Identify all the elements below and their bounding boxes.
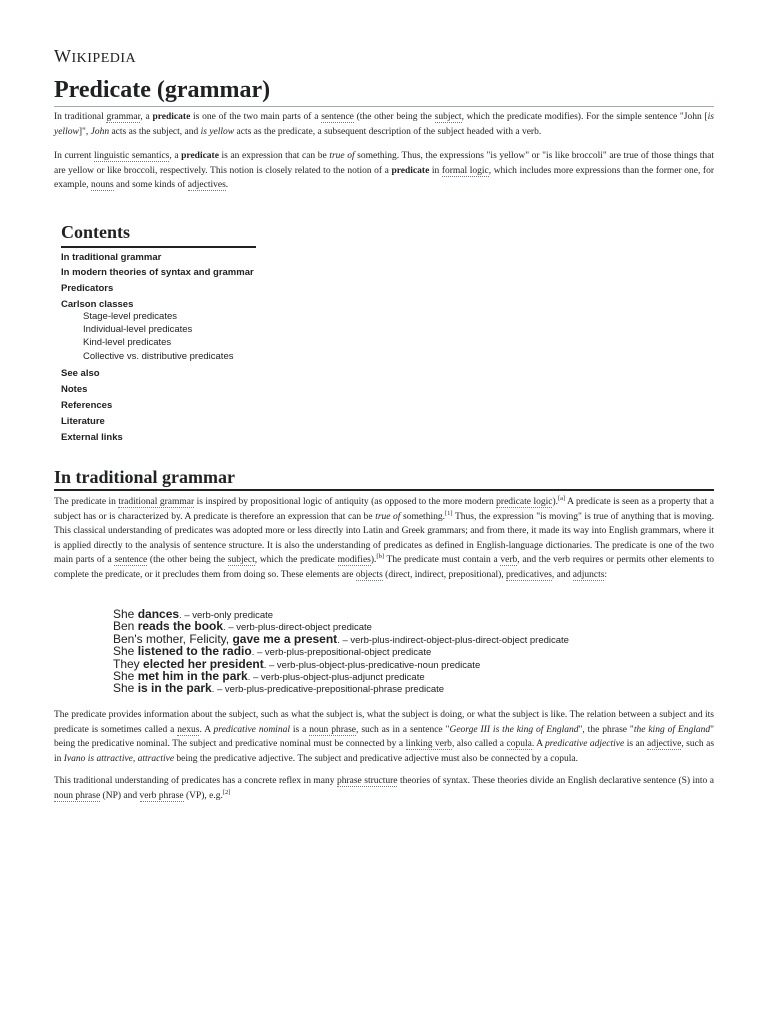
example-note: . – verb-plus-prepositional-object predicate [251,647,432,659]
link-phrase-structure[interactable]: phrase structure [336,776,398,786]
italic-text: true of [375,511,401,522]
text-run: , which the predicate [254,555,338,565]
text-run: and some kinds of [113,180,188,190]
text-run: , which includes more expressions than the former one, for example, [54,165,715,190]
example-note: . – verb-plus-object-plus-adjunct predicate [247,672,425,683]
example-subject: Ben's mother, Felicity, [113,631,233,646]
example-note: . – verb-only predicate [179,610,274,621]
section-divider [54,489,714,491]
section-paragraph-1 [54,495,714,582]
text-run: , a [169,151,182,161]
text-run: is inspired by propositional logic of antiquity (as opposed to the more modern [194,497,497,507]
example-predicate: elected her president [143,656,264,671]
text-run: ]", [78,126,91,137]
example-subject: She [113,681,138,696]
link-verb-phrase[interactable]: verb phrase [139,790,184,801]
wordmark-rest: IKIPEDIA [71,51,137,66]
example-predicate: gave me a present [232,631,338,646]
italic-text: true of [329,151,355,161]
text-run: (NP) and [100,790,140,801]
text-run: is a [289,724,310,735]
text-run: is an [624,739,648,749]
page-title: Predicate (grammar) [54,77,271,103]
footnote-ref[interactable]: [a] [558,494,566,502]
link-objects[interactable]: objects [355,569,383,580]
link-linguistic-semantics[interactable]: linguistic semantics [93,151,170,161]
text-run: , such as in [54,739,715,764]
link-subject[interactable]: subject [434,112,462,122]
italic-text: is yellow [200,126,235,137]
italic-text: is yellow [54,112,714,137]
text-run: . A [199,724,214,735]
toc-item-external-links[interactable]: External links [61,432,123,443]
example-predicate: met him in the park [137,669,248,683]
footnote-ref[interactable]: [1] [444,509,453,517]
link-traditional-grammar[interactable]: traditional grammar [118,497,195,507]
link-noun-phrase[interactable]: noun phrase [54,790,101,801]
footnote-ref[interactable]: [2] [222,788,231,796]
link-modifies[interactable]: modifies [337,555,371,565]
text-run: A predicate is seen as a property that a subject has or is characterized by. A predicate is therefore an expression that can be [54,497,714,522]
italic-text: the king of England [633,724,711,735]
text-run: This traditional understanding of predicates has a concrete reflex in many [54,776,337,786]
bold-term: predicate [391,165,430,176]
toc-item-notes[interactable]: Notes [61,384,88,395]
italic-text: John [90,126,110,137]
italic-text: Ivano is attractive [63,753,133,764]
text-run: ", the phrase " [578,724,634,735]
text-run: In traditional [54,112,107,122]
wordmark-initial: W [54,46,72,66]
example-note: . – verb-plus-indirect-object-plus-direct-object predicate [337,634,569,646]
toc-item-references[interactable]: References [61,400,113,411]
text-run: In current [54,151,94,161]
toc-item-predicators[interactable]: Predicators [61,283,114,294]
toc-title: Contents [61,222,131,242]
example-predicate: reads the book [137,619,224,634]
link-predicate-logic[interactable]: predicate logic [496,497,553,507]
text-run: ). [552,497,558,507]
text-run: theories of syntax. These theories divide an English declarative sentence (S) into a [397,776,714,786]
example-note: . – verb-plus-predicative-prepositional-phrase predicate [211,684,445,696]
intro-paragraph-1 [54,110,714,139]
example-predicate: listened to the radio [137,644,252,659]
bold-term: predicate [152,112,191,122]
text-run: . [225,180,229,190]
example-subject: Ben [113,619,138,634]
link-sentence[interactable]: sentence [321,112,354,122]
link-linking-verb[interactable]: linking verb [405,739,452,749]
text-run: (VP), e.g. [183,790,223,801]
link-verb[interactable]: verb [500,555,518,565]
example-subject: They [113,656,144,671]
text-run: , and [551,569,573,580]
example-sentence [113,682,444,696]
text-run: acts as the predicate, a subsequent description of the subject headed with a verb. [234,126,542,137]
example-predicate: is in the park [137,681,212,696]
text-run: is one of the two main parts of a [190,112,322,122]
text-run: (the other being the [147,555,228,565]
toc-item-carlson-classes[interactable]: Carlson classes [61,299,134,310]
link-noun-phrase[interactable]: noun phrase [309,724,357,735]
footnote-ref[interactable]: [b] [376,552,384,560]
link-subject[interactable]: subject [227,555,255,565]
text-run: , [132,753,138,764]
italic-text: attractive [137,753,175,764]
wikipedia-wordmark[interactable] [54,46,136,67]
text-run: (direct, indirect, prepositional), [382,569,506,580]
text-run: , which the predicate modifies). For the simple sentence "John [ [461,112,708,122]
example-note: . – verb-plus-direct-object predicate [223,622,372,634]
section-paragraph-2 [54,708,714,766]
link-copula[interactable]: copula [506,739,532,749]
link-adjectives[interactable]: adjectives [187,180,226,190]
link-sentence[interactable]: sentence [114,555,148,565]
toc-item-in-traditional-grammar[interactable]: In traditional grammar [61,252,162,263]
toc-item-literature[interactable]: Literature [61,416,105,427]
text-run: , a [140,112,153,122]
link-grammar[interactable]: grammar [106,112,141,122]
text-run: something. [400,511,445,522]
example-subject: She [113,669,138,683]
section-paragraph-3 [54,774,714,803]
example-note: . – verb-plus-object-plus-predicative-noun predicate [263,659,481,671]
toc-item-kind-level-predicates[interactable]: Kind-level predicates [83,337,172,348]
text-run: The predicate provides information about the subject, such as what the subject is, what the subject is doing, or what the subject is like. The relation between a subject and its predicate is sometimes called a [54,710,714,735]
text-run: , also called a [451,739,507,749]
toc-item-individual-level-predicates[interactable]: Individual-level predicates [83,324,193,335]
link-nexus[interactable]: nexus [177,724,200,735]
text-run: " being the predicative nominal. The subject and predicative nominal must be connected by a [54,724,715,749]
title-divider [54,106,714,107]
link-adjuncts[interactable]: adjuncts [572,569,605,580]
example-subject: She [113,644,138,659]
italic-text: predicative adjective [545,739,625,749]
toc-item-see-also[interactable]: See also [61,368,100,379]
text-run: acts as the subject, and [109,126,201,137]
section-heading: In traditional grammar [54,467,235,487]
italic-text: George III is the king of England [449,724,579,735]
toc-item-in-modern-theories-of-syntax-and-grammar[interactable]: In modern theories of syntax and grammar [61,267,254,278]
text-run: , and the verb requires or permits other elements to complete the predicate, or it precludes them from doing so. These elements are [54,555,715,580]
example-subject: She [113,607,138,621]
text-run: . A [531,739,546,749]
text-run: being the predicative adjective. The subject and predicative adjective must also be connected by a copula. [174,753,578,764]
intro-paragraph-2 [54,149,714,193]
toc-divider [61,246,256,248]
text-run: is an expression that can be [218,151,330,161]
text-run: something. Thus, the expressions "is yellow" or "is like broccoli" are true of those things that are yellow or like broccoli, respectively. This notion is closely related to the notion of a [54,151,715,176]
example-predicate: dances [137,607,180,621]
bold-term: predicate [181,151,219,161]
link-formal-logic[interactable]: formal logic [441,165,489,176]
text-run: : [604,569,608,580]
text-run: in [429,165,442,176]
toc-item-stage-level-predicates[interactable]: Stage-level predicates [83,311,177,322]
text-run: ). [370,555,377,565]
link-nouns[interactable]: nouns [90,180,114,190]
italic-text: predicative nominal [213,724,290,735]
text-run: , such as in a sentence " [356,724,450,735]
text-run: The predicate must contain a [384,555,501,565]
toc-item-collective-vs-distributive-predicates[interactable]: Collective vs. distributive predicates [83,351,234,362]
link-adjective[interactable]: adjective [647,739,682,749]
link-predicatives[interactable]: predicatives [506,569,552,580]
text-run: Thus, the expression "is moving" is true of anything that is moving. This classical understanding of predicates was adopted more or less directly into Latin and Greek grammars; and from there, it made its way into English grammars, where it is applied directly to the analysis of sentence structure. It is also the understanding of predicates as defined in English-language dictionaries. The predicate is one of the two main parts of a [54,511,714,565]
text-run: (the other being the [353,112,435,122]
text-run: The predicate in [54,497,119,507]
